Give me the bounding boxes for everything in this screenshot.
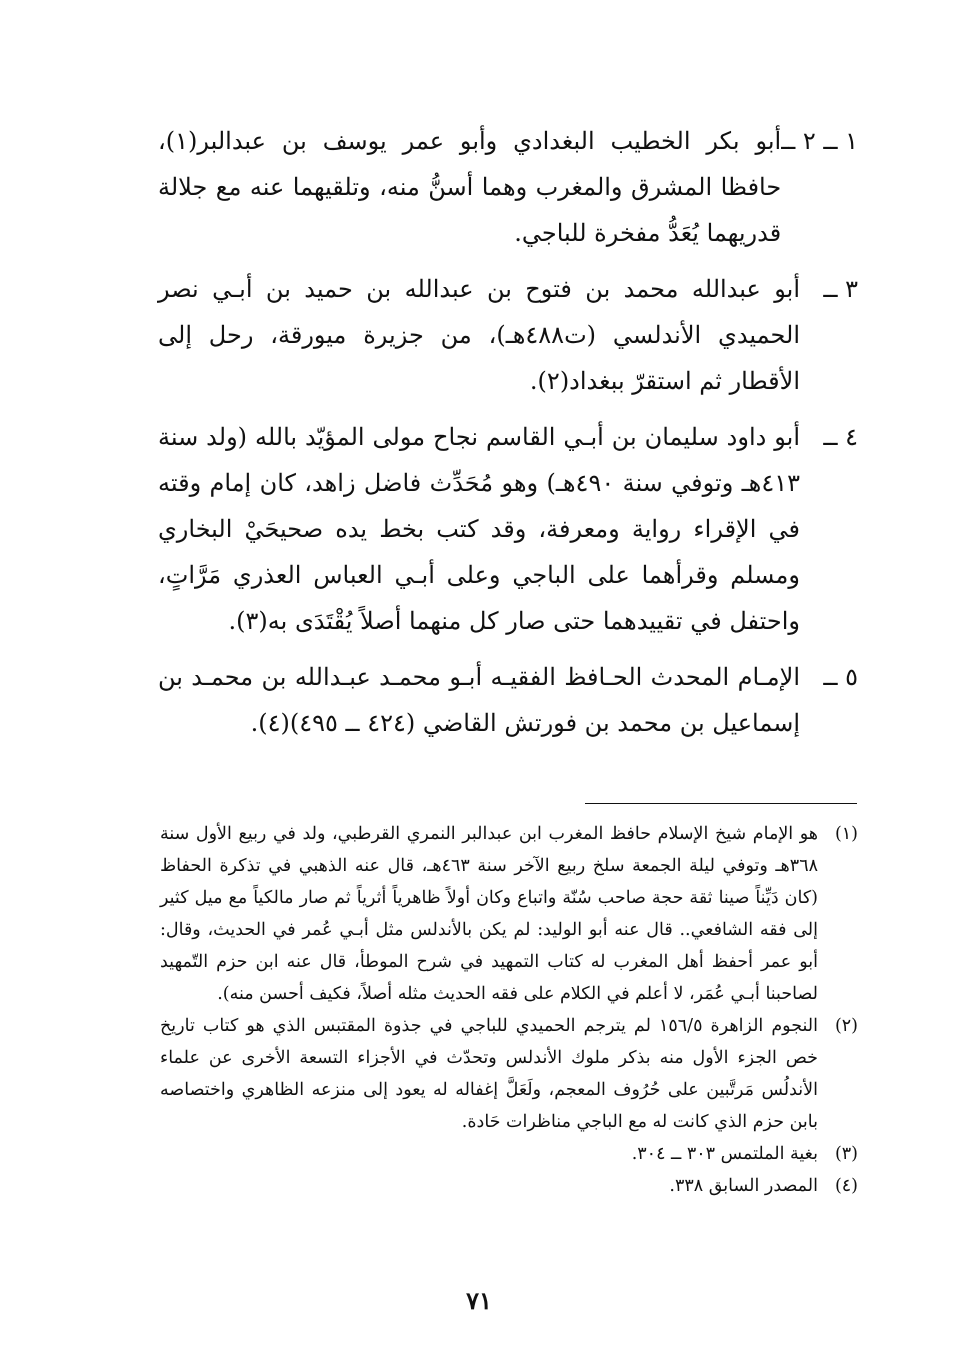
entry-text: أبو عبدالله محمد بن فتوح بن عبدالله بن حميد بن أبـي نصر الحميدي الأندلسي (ت٤٨٨هـ)، من جزيرة ميورقة، رحل إلى الأقطار ثم استقرّ ببغداد(٢).	[158, 275, 801, 395]
footnote-number: (٤)	[834, 1176, 858, 1196]
entry-number: ١ ــ ٢ ــ	[781, 127, 858, 155]
footnote-number: (٢)	[834, 1016, 858, 1036]
footnote-text: النجوم الزاهرة ١٥٦/٥ لم يترجم الحميدي للباجي في جذوة المقتبس الذي هو كتاب تاريخ خص الجزء الأول منه بذكر ملوك الأندلس وتحدّث في الأجزاء التسعة الأخرى عن علماء الأندلُس مَرتَّبين على حُرُوف المعجم، ولَعَلَّ إغفاله له يعود إلى منزعه الظاهري واختصاصه بابن حزم الذي كانت له مع الباجي مناظرات حَادة.	[160, 1016, 818, 1132]
footnote-number: (١)	[834, 824, 858, 844]
main-text	[158, 118, 858, 756]
entry-number: ٣ ــ	[823, 275, 858, 303]
entry-number: ٤ ــ	[823, 423, 858, 451]
footnote-2	[160, 1010, 858, 1138]
footnote-1	[160, 818, 858, 1010]
footnote-divider	[585, 803, 857, 804]
entry-number: ٥ ــ	[823, 663, 858, 691]
entry-4	[158, 414, 858, 644]
footnotes	[160, 818, 858, 1202]
footnote-4	[160, 1170, 858, 1202]
footnote-text: هو الإمام شيخ الإسلام حافظ المغرب ابن عبدالبر النمري القرطبي، ولد في ربيع الأول سنة ٣٦٨هـ وتوفي ليلة الجمعة سلخ ربيع الآخر سنة ٤٦٣هـ، قال عنه الذهبي في تذكرة الحفاظ (كان دَيِّناً صينا ثقة حجة صاحب سُنّة واتباع وكان أولاً ظاهرياً أثرياً ثم صار مالكياً مع ميل كثير إلى فقه الشافعي.. قال عنه أبو الوليد: لم يكن بالأندلس مثل أبـي عُمر في الحديث، وقال: أبو عمر أحفظ أهل المغرب له كتاب التمهيد في شرح الموطأ، قال عنه ابن حزم التّمهيد لصاحبنا أبـي عُمَر، لا أعلم في الكلام على فقه الحديث مثله أصلاً، فكيف أحسن منه).	[160, 824, 818, 1004]
entry-text: أبو بكر الخطيب البغدادي وأبو عمر يوسف بن عبدالبر(١)، حافظا المشرق والمغرب وهما أسنُّ منه، وتلقيهما عنه مع جلالة قدريهما يُعَدُّ مفخرة للباجي.	[158, 127, 782, 247]
entry-text: أبو داود سليمان بن أبـي القاسم نجاح مولى المؤيّد بالله (ولد سنة ٤١٣هـ وتوفي سنة ٤٩٠هـ) وهو مُحَدِّث فاضل زاهد، كان إمام وقته في الإقراء رواية ومعرفة، وقد كتب بخط يده صحيحَيْ البخاري ومسلم وقرأهما على الباجي وعلى أبـي العباس العذري مَرَّاتٍ، واحتفل في تقييدهما حتى صار كل منهما أصلاً يُقْتَدَى به(٣).	[158, 423, 801, 635]
footnote-text: بغية الملتمس ٣٠٣ ــ ٣٠٤.	[631, 1144, 818, 1164]
footnote-3	[160, 1138, 858, 1170]
entry-1-2	[158, 118, 858, 256]
footnote-text: المصدر السابق ٣٣٨.	[669, 1176, 818, 1196]
page-number: ٧١	[466, 1286, 492, 1315]
footnote-number: (٣)	[834, 1144, 858, 1164]
entry-5	[158, 654, 858, 746]
entry-text: الإمـام المحدث الحـافظ الفقيـه أبـو محمـد عبـدالله بن محمـد بن إسماعيل بن محمد بن فورتش القاضي (٤٢٤ ــ ٤٩٥)(٤).	[158, 663, 800, 737]
entry-3	[158, 266, 858, 404]
